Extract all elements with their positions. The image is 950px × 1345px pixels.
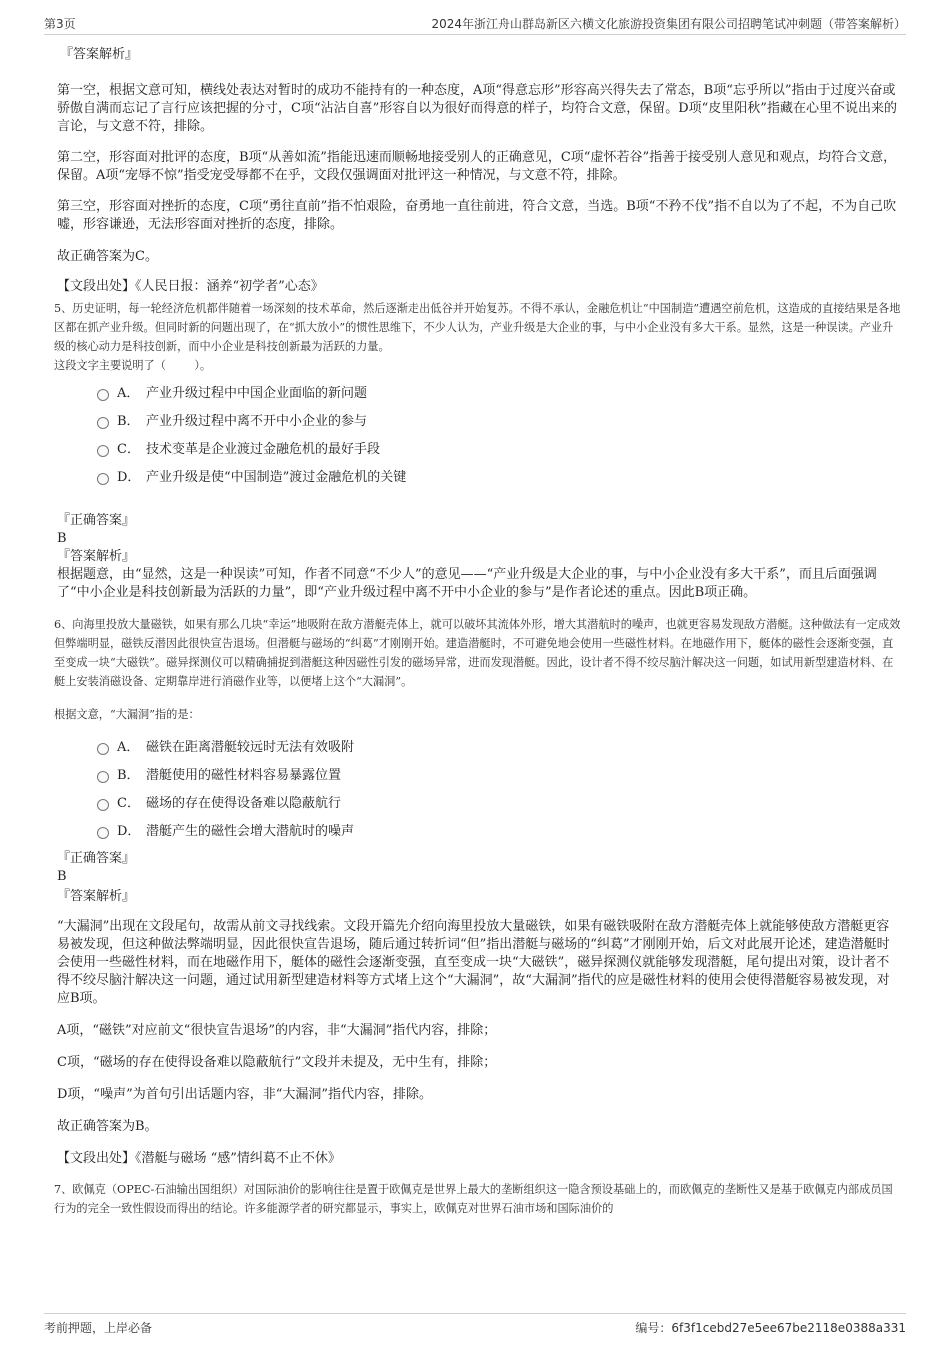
option-letter: C． xyxy=(117,442,140,457)
q5-option-c[interactable] xyxy=(57,436,902,464)
option-text: 技术变革是企业渡过金融危机的最好手段 xyxy=(146,442,381,457)
q6-stem: 6、向海里投放大量磁铁，如果有那么几块“幸运”地吸附在敌方潜艇壳体上，就可以破坏其流体外形，增大其潜航时的噪声，也就更容易发现敌方潜艇。这种做法有一定成效但弊端明显，磁铁反潜因此很快宣告退场。但潜艇与磁场的“纠葛”才刚刚开始。建造潜艇时，不可避免地会使用一些磁性材料。在地磁作用下，艇体的磁性会逐渐变强，直至变成一块“大磁铁”。磁异探测仪可以精确捕捉到潜艇这种因磁性引发的磁场异常，进而发现潜艇。因此，设计者不得不绞尽脑汁解决这一问题，如试用新型建造材料、在艇上安装消磁设备、定期靠岸进行消磁作业等，以便堵上这个“大漏洞”。 xyxy=(54,618,901,688)
footer-slogan: 考前押题，上岸必备 xyxy=(44,1321,153,1335)
q6-analysis: “大漏洞”出现在文段尾句，故需从前文寻找线索。文段开篇先介绍向海里投放大量磁铁，如果有磁铁吸附在敌方潜艇壳体上就能够使敌方潜艇更容易被发现，但这种做法弊端明显，因此很快宣告退场，随后通过转折词“但”指出潜艇与磁场的“纠葛”才刚刚开始，后文对此展开论述，建造潜艇时会使用一些磁性材料，而在地磁作用下，艇体的磁性会逐渐变强，直至变成一块“大磁铁”，磁异探测仪就能够发现潜艇，尾句提出对策，设计者不得不绞尽脑汁解决这一问题，通过试用新型建造材料等方式堵上这个“大漏洞”，故“大漏洞”指代的应是磁性材料的使用会使得潜艇容易被发现，对应B项。 xyxy=(57,919,890,1006)
option-letter: A． xyxy=(117,740,140,755)
q5-option-a[interactable] xyxy=(57,380,902,408)
page-header xyxy=(44,12,906,35)
page-content xyxy=(54,46,902,1218)
q6-source: 【文段出处】《潜艇与磁场 “感”情纠葛不止不休》 xyxy=(57,1151,341,1166)
option-text: 潜艇产生的磁性会增大潜航时的噪声 xyxy=(146,824,355,839)
radio-button[interactable] xyxy=(97,827,109,839)
q6-options xyxy=(57,734,902,846)
radio-button[interactable] xyxy=(97,799,109,811)
q6-note-d: D项，“噪声”为首句引出话题内容，非“大漏洞”指代内容，排除。 xyxy=(57,1087,433,1102)
page-footer xyxy=(44,1313,906,1338)
page-number: 第3页 xyxy=(44,17,76,31)
q6-option-d[interactable] xyxy=(57,818,902,846)
q4-analysis-label: 『答案解析』 xyxy=(60,47,139,62)
radio-button[interactable] xyxy=(97,417,109,429)
option-text: 磁铁在距离潜艇较远时无法有效吸附 xyxy=(146,740,355,755)
q5-answer: B xyxy=(57,531,67,546)
option-letter: B． xyxy=(117,414,140,429)
option-letter: D． xyxy=(117,824,141,839)
option-letter: D． xyxy=(117,470,141,485)
option-text: 产业升级过程中中国企业面临的新问题 xyxy=(146,386,368,401)
radio-button[interactable] xyxy=(97,743,109,755)
q6-answer: B xyxy=(57,869,67,884)
q6-option-a[interactable] xyxy=(57,734,902,762)
q4-analysis-p3: 第三空，形容面对挫折的态度，C项“勇往直前”指不怕艰险，奋勇地一直往前进，符合文意，当选。B项“不矜不伐”指不自以为了不起，不为自己吹嘘，形容谦逊，无法形容面对挫折的态度，排除。 xyxy=(57,199,897,232)
q5-option-d[interactable] xyxy=(57,464,902,492)
radio-button[interactable] xyxy=(97,389,109,401)
q5-analysis-label: 『答案解析』 xyxy=(57,549,136,564)
radio-button[interactable] xyxy=(97,771,109,783)
q6-question: 根据文意，“大漏洞”指的是： xyxy=(54,708,200,721)
option-text: 产业升级过程中离不开中小企业的参与 xyxy=(146,414,368,429)
q7-stem: 7、欧佩克（OPEC-石油输出国组织）对国际油价的影响往往是置于欧佩克是世界上最大的垄断组织这一隐含预设基础上的，而欧佩克的垄断性又是基于欧佩克内部成员国行为的完全一致性假设而得出的结论。许多能源学者的研究都显示，事实上，欧佩克对世界石油市场和国际油价的 xyxy=(54,1183,893,1215)
option-text: 潜艇使用的磁性材料容易暴露位置 xyxy=(146,768,342,783)
option-letter: B． xyxy=(117,768,140,783)
q5-question: 这段文字主要说明了（ ）。 xyxy=(54,359,212,372)
q4-analysis-p1: 第一空，根据文意可知，横线处表达对暂时的成功不能持有的一种态度，A项“得意忘形”形容高兴得失去了常态，B项“忘乎所以”指由于过度兴奋或骄傲自满而忘记了言行应该把握的分寸，C项“沾沾自喜”形容自以为很好而得意的样子，均符合文意，保留。D项“皮里阳秋”指藏在心里不说出来的言论，与文意不符，排除。 xyxy=(57,83,897,134)
q6-analysis-label: 『答案解析』 xyxy=(57,889,136,904)
q5-correct-label: 『正确答案』 xyxy=(57,513,136,528)
q4-conclusion: 故正确答案为C。 xyxy=(57,249,158,264)
q6-conclusion: 故正确答案为B。 xyxy=(57,1119,158,1134)
q6-correct-label: 『正确答案』 xyxy=(57,851,136,866)
q5-options xyxy=(57,380,902,492)
option-text: 产业升级是使“中国制造”渡过金融危机的关键 xyxy=(146,470,407,485)
q6-option-c[interactable] xyxy=(57,790,902,818)
q5-analysis: 根据题意，由“显然，这是一种误读”可知，作者不同意“不少人”的意见——“产业升级是大企业的事，与中小企业没有多大干系”，而且后面强调了“中小企业是科技创新最为活跃的力量”，即“产业升级过程中离不开中小企业的参与”是作者论述的重点。因此B项正确。 xyxy=(57,567,877,600)
q6-note-c: C项，“磁场的存在使得设备难以隐蔽航行”文段并未提及，无中生有，排除； xyxy=(57,1055,497,1070)
document-title: 2024年浙江舟山群岛新区六横文化旅游投资集团有限公司招聘笔试冲刺题（带答案解析） xyxy=(431,17,906,31)
q6-option-b[interactable] xyxy=(57,762,902,790)
option-letter: A． xyxy=(117,386,140,401)
radio-button[interactable] xyxy=(97,445,109,457)
radio-button[interactable] xyxy=(97,473,109,485)
option-letter: C． xyxy=(117,796,140,811)
option-text: 磁场的存在使得设备难以隐蔽航行 xyxy=(146,796,342,811)
q5-option-b[interactable] xyxy=(57,408,902,436)
q4-analysis-p2: 第二空，形容面对批评的态度，B项“从善如流”指能迅速而顺畅地接受别人的正确意见，C项“虚怀若谷”指善于接受别人意见和观点，均符合文意，保留。A项“宠辱不惊”指受宠受辱都不在乎，文段仅强调面对批评这一种情况，与文意不符，排除。 xyxy=(57,150,897,183)
q5-stem: 5、历史证明，每一轮经济危机都伴随着一场深刻的技术革命，然后逐渐走出低谷并开始复苏。不得不承认，金融危机让“中国制造”遭遇空前危机，这造成的直接结果是各地区都在抓产业升级。但同时新的问题出现了，在“抓大放小”的惯性思维下，不少人认为，产业升级是大企业的事，与中小企业没有多大干系。显然，这是一种误读。产业升级的核心动力是科技创新，而中小企业是科技创新最为活跃的力量。 xyxy=(54,302,901,353)
q4-source: 【文段出处】《人民日报：涵养“初学者”心态》 xyxy=(57,279,324,294)
document-id: 编号：6f3f1cebd27e5ee67be2118e0388a331 xyxy=(635,1321,906,1335)
q6-note-a: A项，“磁铁”对应前文“很快宣告退场”的内容，非“大漏洞”指代内容，排除； xyxy=(57,1023,497,1038)
